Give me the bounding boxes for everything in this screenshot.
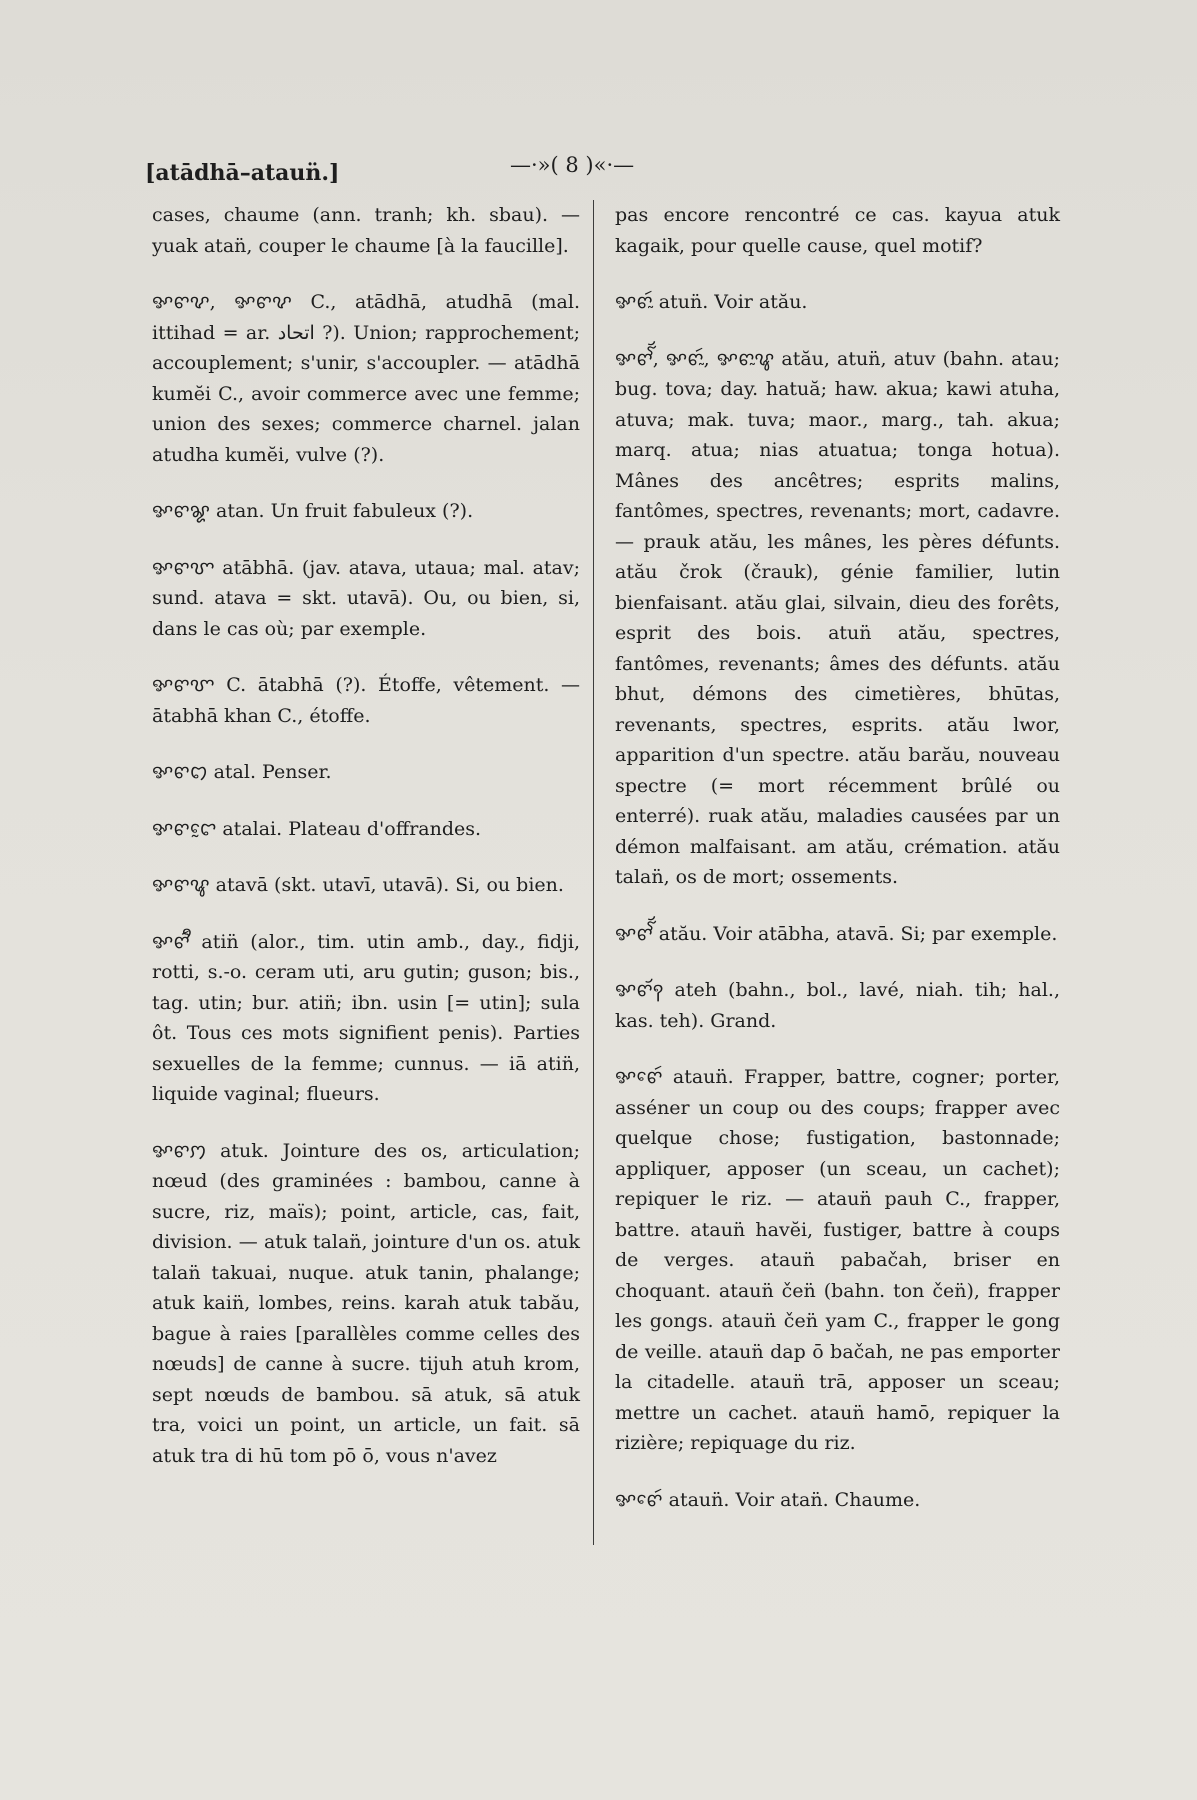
dictionary-entry: ꨀꨓꨞ C. ātabhā (?). Étoffe, vêtement. — ātabhā khan C., étoffe.	[152, 674, 580, 727]
dictionary-entry: pas encore rencontré ce cas. kayua atuk kagaik, pour quelle cause, quel motif?	[615, 204, 1060, 257]
dictionary-entry: ꨀꨓꩀ atuk. Jointure des os, articulation; nœud (des graminées : bambou, canne à sucre, riz, maïs); point, article, cas, fait, division. — atuk talan̈, jointure d'un os. atuk talan̈ takuai, nuque. atuk tanin, phalange; atuk kain̈, lombes, reins. karah atuk tabău, bague à raies [parallèles comme celles des nœuds] de canne à sucre. tijuh atuh krom, sept nœuds de bambou. sā atuk, sā atuk tra, voici un point, un article, un fait. sā atuk tra di hū tom pō ō, vous n'avez	[152, 1139, 580, 1467]
dictionary-entry: ꨀꨓꨯꩃ ataun̈. Voir atan̈. Chaume.	[615, 1488, 921, 1511]
page-header-range: [atādhā–ataun̈.]	[145, 160, 340, 186]
dictionary-entry: ꨀꨓꨪꩃ atin̈ (alor., tim. utin amb., day., fidji, rotti, s.-o. ceram uti, aru gutin; guson; bis., tag. utin; bur. atin̈; ibn. usin [= utin]; sula ôt. Tous ces mots signifient penis). Parties sexuelles de la femme; cunnus. — iā atin̈, liquide vaginal; flueurs.	[152, 930, 580, 1105]
dictionary-entry: cases, chaume (ann. tranh; kh. sbau). — yuak atan̈, couper le chaume [à la faucille].	[152, 204, 580, 257]
dictionary-entry: ꨀꨓꨥ atavā (skt. utavī, utavā). Si, ou bien.	[152, 874, 564, 896]
dictionary-entry: ꨀꨓꨭꩃ atun̈. Voir atău.	[615, 291, 808, 313]
page-number: —·»( 8 )«·—	[510, 153, 635, 177]
dictionary-entry: ꨀꨓꨘ atan. Un fruit fabuleux (?).	[152, 500, 474, 522]
dictionary-entry: ꨀꨓꨖ, ꨀꨓꨖ C., atādhā, atudhā (mal. ittihad = ar. اتحاد ?). Union; rapprochement; accouplement; s'unir, s'accoupler. — atādhā kumĕi C., avoir commerce avec une femme; union des sexes; commerce charnel. jalan atudha kumĕi, vulve (?).	[152, 291, 580, 466]
dictionary-entry: ꨀꨓꨮꨱ, ꨀꨓꨭꩃ, ꨀꨓꨭꨥ atău, atun̈, atuv (bahn. atau; bug. tova; day. hatuă; haw. akua; kawi atuha, atuva; mak. tuva; maor., marg., tah. akua; marq. atua; nias atuatua; tonga hotua). Mânes des ancêtres; esprits malins, fantômes, spectres, revenants; mort, cadavre. — prauk atău, les mânes, les pères défunts. atău črok (črauk), génie familier, lutin bienfaisant. atău glai, silvain, dieu des forêts, esprit des bois. atun̈ atău, spectres, fantômes, revenants; âmes des défunts. atău bhut, démons des cimetières, bhūtas, revenants, spectres, esprits. atău lwor, apparition d'un spectre. atău barău, nouveau spectre (= mort récemment brûlé ou enterré). ruak atău, maladies causées par un démon malfaisant. am atău, crémation. atău talan̈, os de mort; ossements.	[615, 347, 1060, 888]
dictionary-entry: ꨀꨓꨮꩍ ateh (bahn., bol., lavé, niah. tih; hal., kas. teh). Grand.	[615, 979, 1060, 1032]
column-divider	[593, 200, 594, 1545]
dictionary-entry: ꨀꨓꨯꩃ ataun̈. Frapper, battre, cogner; porter, asséner un coup ou des coups; frapper avec quelque chose; fustigation, bastonnade; appliquer, apposer (un sceau, un cachet); repiquer le riz. — ataun̈ pauh C., frapper, battre. ataun̈ havĕi, fustiger, battre à coups de verges. ataun̈ pabačah, briser en choquant. ataun̈ čen̈ (bahn. ton čen̈), frapper les gongs. ataun̈ čen̈ yam C., frapper le gong de veille. ataun̈ dap ō bačah, ne pas emporter la citadelle. ataun̈ trā, apposer un sceau; mettre un cachet. ataun̈ hamō, repiquer la rizière; repiquage du riz.	[615, 1066, 1060, 1454]
right-column	[615, 200, 1060, 1541]
dictionary-entry: ꨀꨓꨮꨱ atău. Voir atābha, atavā. Si; par exemple.	[615, 922, 1058, 945]
dictionary-entry: ꨀꨓꩊ atal. Penser.	[152, 761, 332, 783]
dictionary-entry: ꨀꨓꨤꨰ atalai. Plateau d'offrandes.	[152, 817, 482, 840]
left-column	[152, 200, 580, 1497]
dictionary-entry: ꨀꨓꨞ atābhā. (jav. atava, utaua; mal. atav; sund. atava = skt. utavā). Ou, ou bien, si, dans le cas où; par exemple.	[152, 556, 580, 640]
